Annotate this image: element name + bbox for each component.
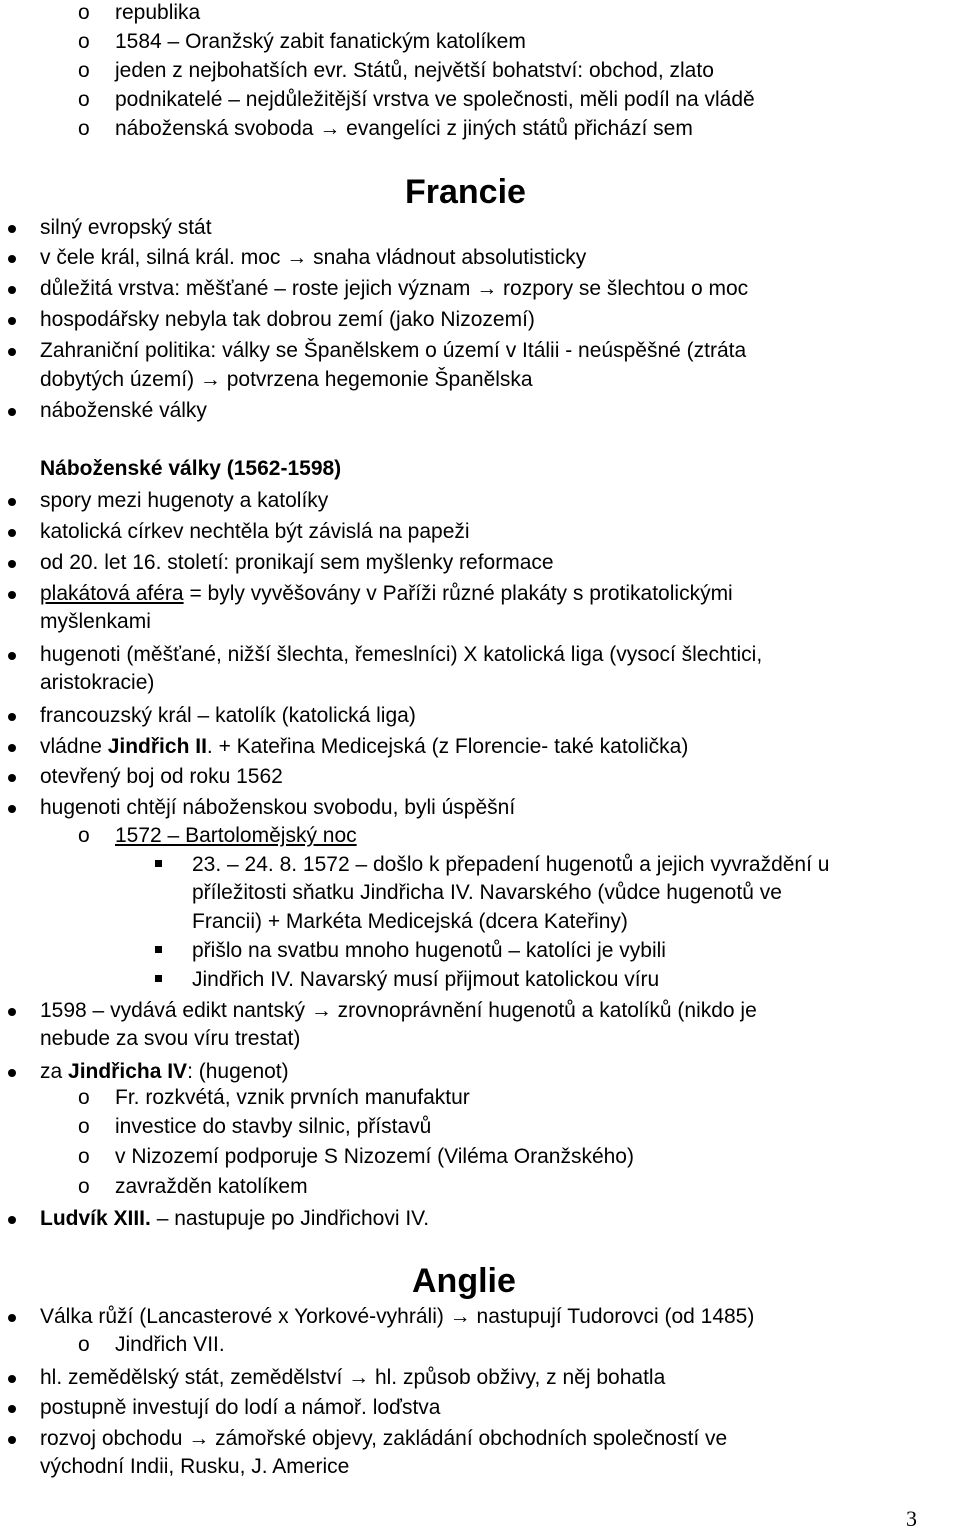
text-span: za — [40, 1060, 69, 1083]
list-item: Zahraniční politika: války se Španělskem o území v Itálii - neúspěšné (ztráta — [40, 339, 747, 362]
circle-bullet-icon: o — [78, 88, 90, 111]
sub-list-item: Jindřich VII. — [115, 1333, 225, 1356]
bullet-icon — [8, 591, 16, 599]
circle-bullet-icon: o — [78, 1, 90, 24]
bullet-icon — [8, 713, 16, 721]
list-item: hugenoti (měšťané, nižší šlechta, řemeslníci) X katolická liga (vysocí šlechtici, — [40, 643, 763, 666]
list-item-continuation: aristokracie) — [40, 671, 155, 694]
bullet-icon — [8, 805, 16, 813]
circle-bullet-icon: o — [78, 1175, 90, 1198]
sub-list-item: zavražděn katolíkem — [115, 1175, 308, 1198]
bullet-icon — [8, 286, 16, 294]
square-bullet-icon — [155, 946, 162, 953]
text-span: = byly vyvěšovány v Paříži různé plakáty s protikatolickými — [183, 582, 733, 605]
list-item: silný evropský stát — [40, 216, 212, 239]
sub-sub-list-item: 23. – 24. 8. 1572 – došlo k přepadení hugenotů a jejich vyvraždění u — [192, 853, 830, 876]
text-span: vládne — [40, 735, 108, 758]
list-item-continuation: Francii) + Markéta Medicejská (dcera Kateřiny) — [192, 910, 628, 933]
list-item-continuation: myšlenkami — [40, 610, 151, 633]
list-item — [40, 579, 950, 609]
bullet-icon — [8, 1069, 16, 1077]
list-item: hugenoti chtějí náboženskou svobodu, byli úspěšní — [40, 796, 516, 819]
bullet-icon — [8, 408, 16, 416]
section-heading-francie: Francie — [405, 173, 526, 211]
underlined-term: plakátová aféra — [40, 582, 184, 605]
circle-bullet-icon: o — [78, 59, 90, 82]
bullet-icon — [8, 317, 16, 325]
list-item: hl. zemědělský stát, zemědělství → hl. způsob obživy, z něj bohatla — [40, 1366, 666, 1389]
list-item: otevřený boj od roku 1562 — [40, 765, 283, 788]
sub-list-item: Fr. rozkvétá, vznik prvních manufaktur — [115, 1086, 470, 1109]
list-item: Válka růží (Lancasterové x Yorkové-vyhráli) → nastupují Tudorovci (od 1485) — [40, 1305, 755, 1328]
list-item-continuation: dobytých území) → potvrzena hegemonie Španělska — [40, 368, 533, 391]
sub-list-item: v Nizozemí podporuje S Nizozemí (Viléma Oranžského) — [115, 1145, 634, 1168]
circle-bullet-icon: o — [78, 1115, 90, 1138]
sub-list-item: 1572 – Bartolomějský noc — [115, 824, 357, 847]
bullet-icon — [8, 348, 16, 356]
bullet-icon — [8, 1436, 16, 1444]
text-span: : (hugenot) — [187, 1060, 289, 1083]
bullet-icon — [8, 744, 16, 752]
bold-name: Jindřich II — [107, 735, 207, 758]
list-item: katolická církev nechtěla být závislá na papeži — [40, 520, 470, 543]
bullet-icon — [8, 774, 16, 782]
circle-bullet-icon: o — [78, 1333, 90, 1356]
list-item: podnikatelé – nejdůležitější vrstva ve společnosti, měli podíl na vládě — [115, 88, 755, 111]
list-item: náboženské války — [40, 399, 207, 422]
list-item — [40, 732, 950, 762]
sub-sub-list-item: Jindřich IV. Navarský musí přijmout katolickou víru — [192, 968, 660, 991]
bullet-icon — [8, 1314, 16, 1322]
bold-name: Jindřicha IV — [68, 1060, 188, 1083]
list-item: francouzský král – katolík (katolická liga) — [40, 704, 416, 727]
circle-bullet-icon: o — [78, 1086, 90, 1109]
list-item-continuation: východní Indii, Rusku, J. Americe — [40, 1455, 350, 1478]
bullet-icon — [8, 255, 16, 263]
bullet-icon — [8, 529, 16, 537]
bullet-icon — [8, 1008, 16, 1016]
list-item-continuation: příležitosti sňatku Jindřicha IV. Navarského (vůdce hugenotů ve — [192, 881, 782, 904]
page-number: 3 — [906, 1506, 917, 1531]
bullet-icon — [8, 1405, 16, 1413]
list-item: postupně investují do lodí a námoř. loďstva — [40, 1396, 441, 1419]
list-item: důležitá vrstva: měšťané – roste jejich význam → rozpory se šlechtou o moc — [40, 277, 749, 300]
circle-bullet-icon: o — [78, 30, 90, 53]
bold-name: Ludvík XIII. — [40, 1207, 151, 1230]
list-item: 1584 – Oranžský zabit fanatickým katolíkem — [115, 30, 526, 53]
square-bullet-icon — [155, 975, 162, 982]
list-item: v čele král, silná král. moc → snaha vládnout absolutisticky — [40, 246, 587, 269]
bullet-icon — [8, 1375, 16, 1383]
list-item: republika — [115, 1, 201, 24]
text-span: – nastupuje po Jindřichovi IV. — [150, 1207, 430, 1230]
bullet-icon — [8, 225, 16, 233]
circle-bullet-icon: o — [78, 824, 90, 847]
list-item: 1598 – vydává edikt nantský → zrovnoprávnění hugenotů a katolíků (nikdo je — [40, 999, 757, 1022]
text-span: . + Kateřina Medicejská (z Florencie- také katolička) — [206, 735, 689, 758]
subsection-heading: Náboženské války (1562-1598) — [40, 457, 342, 480]
section-heading-anglie: Anglie — [412, 1262, 516, 1300]
list-item: hospodářsky nebyla tak dobrou zemí (jako Nizozemí) — [40, 308, 535, 331]
bullet-icon — [8, 498, 16, 506]
circle-bullet-icon: o — [78, 1145, 90, 1168]
sub-sub-list-item: přišlo na svatbu mnoho hugenotů – katolíci je vybili — [192, 939, 666, 962]
square-bullet-icon — [155, 860, 162, 867]
list-item — [40, 1204, 950, 1234]
list-item-continuation: nebude za svou víru trestat) — [40, 1027, 301, 1050]
list-item: od 20. let 16. století: pronikají sem myšlenky reformace — [40, 551, 554, 574]
bullet-icon — [8, 560, 16, 568]
list-item: náboženská svoboda → evangelíci z jiných států přichází sem — [115, 117, 693, 140]
bullet-icon — [8, 1216, 16, 1224]
circle-bullet-icon: o — [78, 117, 90, 140]
list-item: jeden z nejbohatších evr. Států, největší bohatství: obchod, zlato — [115, 59, 714, 82]
bullet-icon — [8, 652, 16, 660]
sub-list-item: investice do stavby silnic, přístavů — [115, 1115, 432, 1138]
list-item: spory mezi hugenoty a katolíky — [40, 489, 329, 512]
list-item: rozvoj obchodu → zámořské objevy, zakládání obchodních společností ve — [40, 1427, 728, 1450]
